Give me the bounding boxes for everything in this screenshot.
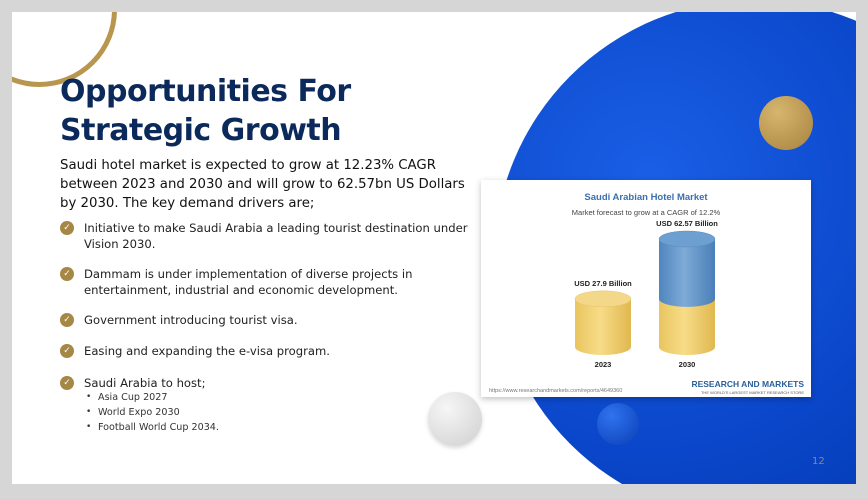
check-icon: ✓ (60, 267, 74, 281)
bar-2030 (659, 239, 715, 307)
bar-2023 (575, 299, 631, 355)
category-label: 2023 (594, 360, 612, 369)
blue-circle-decoration (597, 403, 639, 445)
bullet-text: Initiative to make Saudi Arabia a leading tourist destination under Vision 2030. (84, 221, 468, 251)
chart-source-url: https://www.researchandmarkets.com/reports/4649360 (489, 388, 623, 394)
chart-card (481, 180, 811, 397)
chart-title: Saudi Arabian Hotel Market (584, 192, 708, 203)
page-number: 12 (812, 456, 825, 467)
category-label: 2030 (678, 360, 696, 369)
slide (12, 12, 856, 484)
check-icon: ✓ (60, 313, 74, 327)
bullet-item (60, 375, 480, 391)
chart-subtitle: Market forecast to grow at a CAGR of 12.2% (571, 208, 721, 217)
bullet-text: Easing and expanding the e-visa program. (84, 344, 330, 358)
title-line-1: Opportunities For (60, 74, 351, 109)
check-icon: ✓ (60, 221, 74, 235)
research-and-markets-logo: RESEARCH AND MARKETS (691, 379, 804, 389)
data-label: USD 62.57 Billion (656, 219, 718, 228)
bar-2030-top (659, 231, 715, 247)
sub-bullet-list (86, 390, 219, 435)
bullet-item (60, 220, 480, 252)
bullet-item (60, 343, 480, 359)
bullet-text: Government introducing tourist visa. (84, 313, 298, 327)
intro-paragraph: Saudi hotel market is expected to grow at 12.23% CAGR between 2023 and 2030 and will grow to 62.57bn US Dollars by 2030. The key demand drivers are; (60, 158, 465, 211)
sub-bullet-item: • World Expo 2030 (86, 405, 219, 420)
bar-2023-top (575, 291, 631, 307)
hotel-market-chart (481, 180, 811, 397)
title-line-2: Strategic Growth (60, 113, 342, 148)
bullet-item (60, 266, 480, 298)
check-icon: ✓ (60, 344, 74, 358)
bullet-text: Saudi Arabia to host; (84, 376, 206, 390)
bullet-text: Dammam is under implementation of diverse projects in entertainment, industrial and economic development. (84, 267, 413, 297)
check-icon: ✓ (60, 376, 74, 390)
bar-2030-base-segment (659, 299, 715, 355)
gold-circle-decoration (759, 96, 813, 150)
slide-title (60, 72, 351, 150)
data-label: USD 27.9 Billion (574, 278, 632, 288)
gray-circle-decoration (428, 392, 482, 446)
brand-tagline: THE WORLD'S LARGEST MARKET RESEARCH STORE (700, 390, 804, 395)
sub-bullet-item: • Football World Cup 2034. (86, 420, 219, 435)
bullet-item (60, 312, 480, 328)
sub-bullet-item: • Asia Cup 2027 (86, 390, 219, 405)
